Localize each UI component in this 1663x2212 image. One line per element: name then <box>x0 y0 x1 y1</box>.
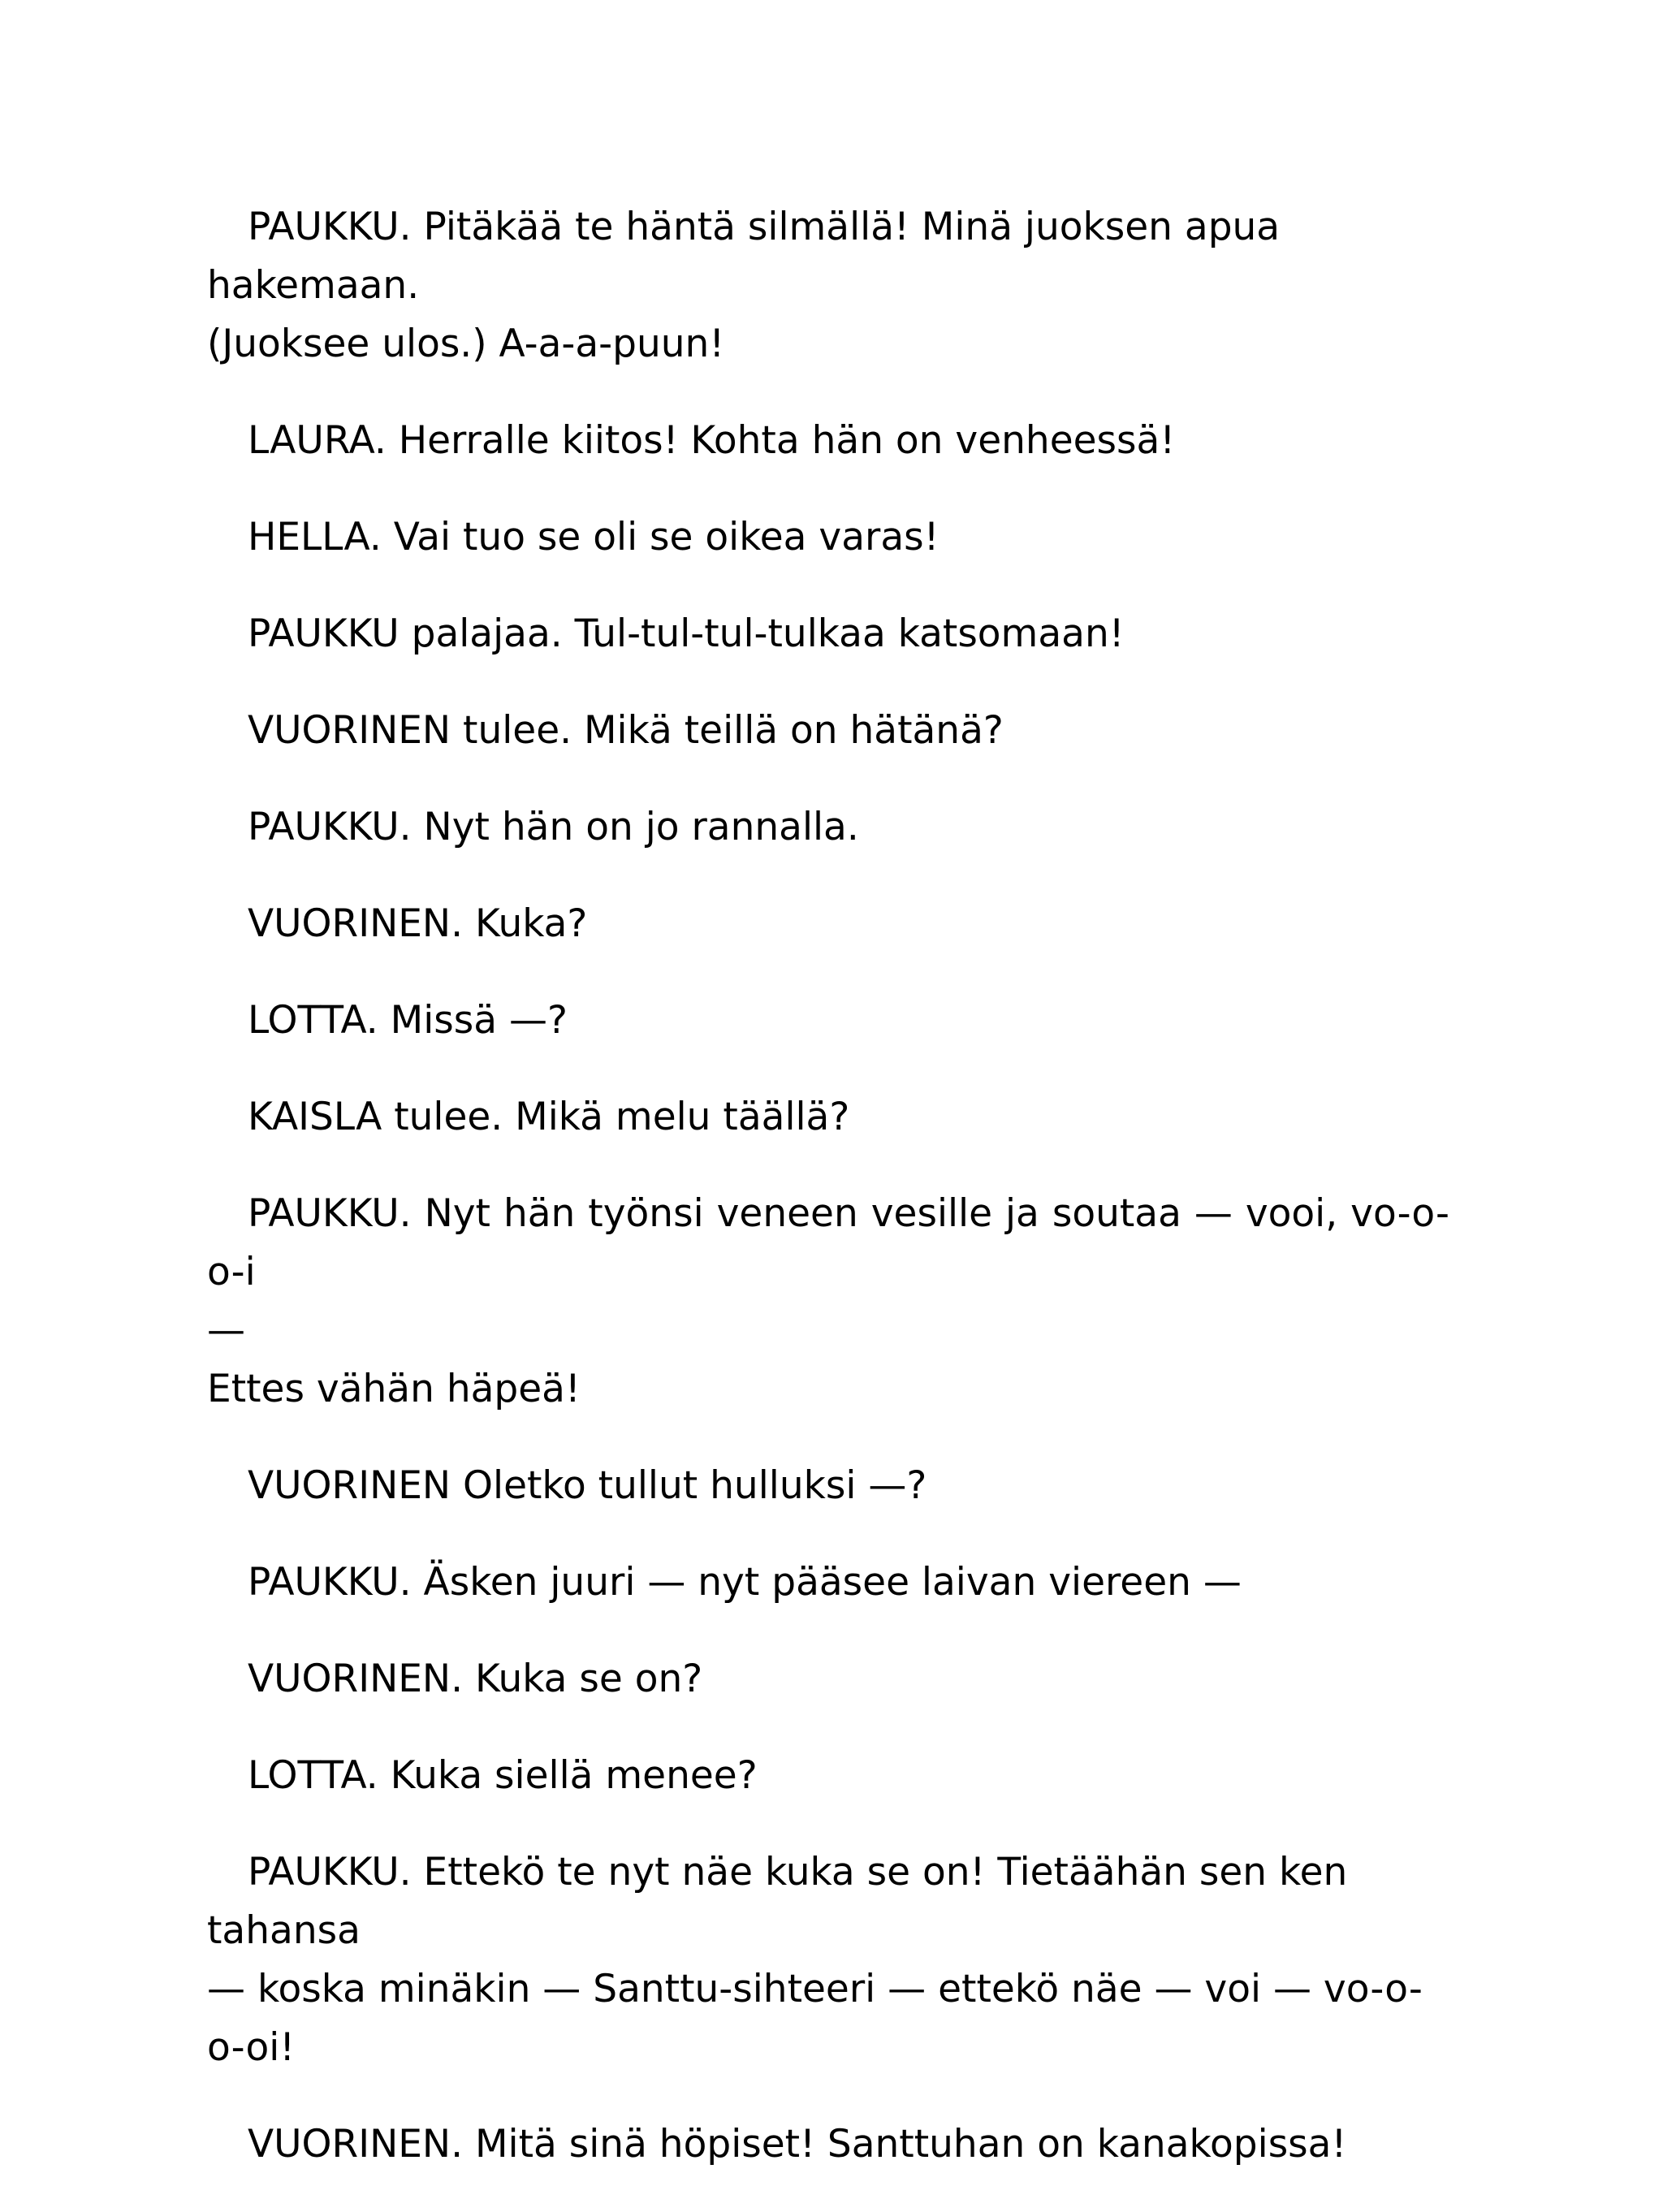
text-line: LOTTA. Missä —? <box>248 998 568 1043</box>
dialogue-paragraph <box>207 412 1449 470</box>
dialogue-paragraph <box>207 1553 1449 1612</box>
dialogue-paragraph <box>207 798 1449 857</box>
dialogue-paragraph <box>207 1088 1449 1147</box>
text-line: VUORINEN Oletko tullut hulluksi —? <box>248 1463 927 1508</box>
text-line: LAURA. Herralle kiitos! Kohta hän on venheessä! <box>248 418 1176 463</box>
dialogue-paragraph <box>207 895 1449 953</box>
text-line: VUORINEN. Mitä sinä höpiset! Santtuhan on kanakopissa! <box>248 2122 1347 2167</box>
dialogue-paragraph <box>207 508 1449 567</box>
dialogue-paragraph <box>207 198 1449 374</box>
dialogue-paragraph <box>207 1457 1449 1515</box>
text-line: VUORINEN. Kuka se on? <box>248 1657 703 1701</box>
dialogue-paragraph <box>207 2115 1449 2174</box>
text-line: PAUKKU. Nyt hän työnsi veneen vesille ja soutaa — vooi, vo-o-o-i <box>207 1191 1449 1294</box>
text-line: — <box>207 1308 245 1353</box>
text-line: PAUKKU. Ettekö te nyt näe kuka se on! Tietäähän sen ken tahansa <box>207 1850 1348 1953</box>
text-line: PAUKKU. Äsken juuri — nyt pääsee laivan viereen — <box>248 1560 1242 1605</box>
text-line: PAUKKU. Pitäkää te häntä silmällä! Minä juoksen apua hakemaan. <box>207 205 1281 308</box>
text-line: LOTTA. Kuka siellä menee? <box>248 1753 758 1798</box>
text-line: VUORINEN. Kuka? <box>248 901 588 946</box>
text-line: HELLA. Vai tuo se oli se oikea varas! <box>248 515 939 559</box>
text-line: KAISLA tulee. Mikä melu täällä? <box>248 1095 850 1139</box>
text-line: VUORINEN tulee. Mikä teillä on hätänä? <box>248 708 1004 753</box>
dialogue-paragraph <box>207 1843 1449 2077</box>
dialogue-paragraph <box>207 1747 1449 1805</box>
dialogue-paragraph <box>207 1185 1449 1419</box>
dialogue-paragraph <box>207 702 1449 760</box>
text-line: Ettes vähän häpeä! <box>207 1367 581 1411</box>
text-line: PAUKKU palajaa. Tul-tul-tul-tulkaa katsomaan! <box>248 611 1125 656</box>
document-page <box>207 198 1449 2212</box>
text-line: — koska minäkin — Santtu-sihteeri — ettekö näe — voi — vo-o-o-oi! <box>207 1967 1423 2070</box>
text-line: PAUKKU. Nyt hän on jo rannalla. <box>248 805 859 849</box>
text-line: (Juoksee ulos.) A-a-a-puun! <box>207 322 725 366</box>
dialogue-paragraph <box>207 605 1449 663</box>
dialogue-paragraph <box>207 992 1449 1050</box>
dialogue-paragraph <box>207 1650 1449 1709</box>
